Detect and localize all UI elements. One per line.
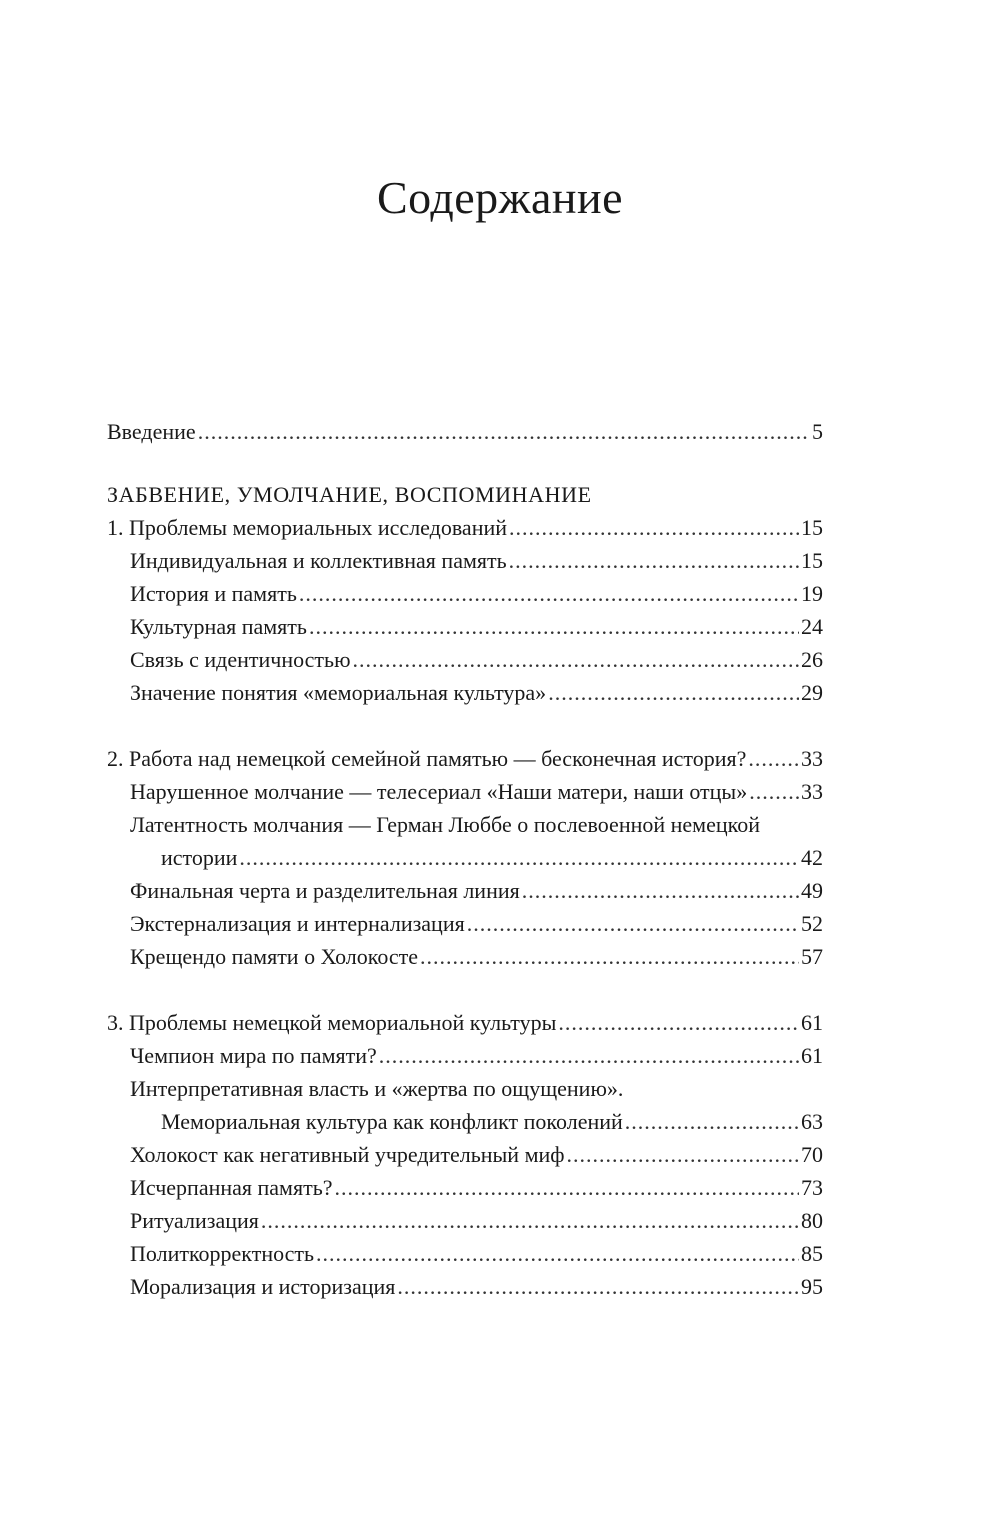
toc-subentry[interactable] (107, 577, 823, 610)
toc-entry-title: Индивидуальная и коллективная память (130, 548, 507, 573)
toc-entry-title: Введение (107, 419, 196, 444)
dot-leader (309, 610, 799, 643)
toc-chapter-3[interactable] (107, 1006, 823, 1039)
toc-entry-title: 3. Проблемы немецкой мемориальной культуры (107, 1010, 557, 1035)
toc-subentry-continuation[interactable] (107, 841, 823, 874)
page-title: Содержание (376, 172, 624, 223)
dot-leader (558, 1006, 799, 1039)
toc-subentry[interactable] (107, 1204, 823, 1237)
toc-subentry[interactable] (107, 1237, 823, 1270)
dot-leader (509, 511, 799, 544)
toc-subentry[interactable] (107, 1138, 823, 1171)
toc-entry-title: Культурная память (130, 614, 307, 639)
part-heading: ЗАБВЕНИЕ, УМОЛЧАНИЕ, ВОСПОМИНАНИЕ (107, 482, 592, 507)
toc-entry-title: Холокост как негативный учредительный миф (130, 1142, 565, 1167)
toc-page-number: 29 (801, 680, 823, 705)
dot-leader (316, 1237, 799, 1270)
spacer (107, 973, 823, 1006)
toc-page-number: 70 (801, 1142, 823, 1167)
toc-subentry[interactable] (107, 1171, 823, 1204)
dot-leader (335, 1171, 799, 1204)
dot-leader (299, 577, 799, 610)
toc-subentry-continuation[interactable] (107, 1105, 823, 1138)
dot-leader (509, 544, 799, 577)
toc-entry-title: 1. Проблемы мемориальных исследований (107, 515, 508, 540)
toc-page-number: 63 (801, 1109, 823, 1134)
dot-leader (748, 742, 799, 775)
toc-page-number: 42 (801, 845, 823, 870)
toc-entry-title: Мемориальная культура как конфликт поколений (161, 1109, 623, 1134)
dot-leader (353, 643, 799, 676)
toc-subentry[interactable] (107, 1270, 823, 1303)
toc-entry-title: Морализация и историзация (130, 1274, 396, 1299)
toc-entry-title: 2. Работа над немецкой семейной памятью — бесконечная история? (107, 746, 747, 771)
toc-page-number: 33 (801, 779, 823, 804)
toc-subentry[interactable] (107, 907, 823, 940)
toc-page-number: 15 (801, 515, 823, 540)
dot-leader (749, 775, 799, 808)
toc-entry-title: История и память (130, 581, 297, 606)
toc-page-number: 24 (801, 614, 823, 639)
toc-entry-title: Финальная черта и разделительная линия (130, 878, 520, 903)
toc-subentry-line[interactable]: Интерпретативная власть и «жертва по ощущению». (130, 1076, 624, 1101)
toc-entry-title: Исчерпанная память? (130, 1175, 333, 1200)
toc-entry-title: Экстернализация и интернализация (130, 911, 465, 936)
toc-subentry[interactable] (107, 643, 823, 676)
toc-entry-title: Крещендо памяти о Холокосте (130, 944, 419, 969)
toc-subentry[interactable] (107, 544, 823, 577)
spacer (107, 709, 823, 742)
dot-leader (567, 1138, 799, 1171)
toc-page-number: 61 (801, 1043, 823, 1068)
dot-leader (548, 676, 799, 709)
toc-subentry[interactable] (107, 676, 823, 709)
dot-leader (198, 415, 810, 448)
toc-entry-title: Чемпион мира по памяти? (130, 1043, 377, 1068)
dot-leader (397, 1270, 799, 1303)
toc-page-number: 85 (801, 1241, 823, 1266)
toc-entry-title: Нарушенное молчание — телесериал «Наши матери, наши отцы» (130, 779, 748, 804)
dot-leader (625, 1105, 799, 1138)
toc-page-number: 5 (812, 419, 823, 444)
dot-leader (467, 907, 799, 940)
toc-entry-title: Связь с идентичностью (130, 647, 351, 672)
toc-entry-introduction[interactable] (107, 415, 823, 448)
toc-subentry[interactable] (107, 874, 823, 907)
toc-page-number: 52 (801, 911, 823, 936)
dot-leader (261, 1204, 799, 1237)
toc-chapter-1[interactable] (107, 511, 823, 544)
toc-page-number: 19 (801, 581, 823, 606)
toc-subentry[interactable] (107, 1039, 823, 1072)
toc-page-number: 33 (801, 746, 823, 771)
dot-leader (522, 874, 799, 907)
toc-entry-title: Ритуализация (130, 1208, 259, 1233)
toc-entry-title: Значение понятия «мемориальная культура» (130, 680, 547, 705)
toc-page-number: 26 (801, 647, 823, 672)
dot-leader (239, 841, 799, 874)
toc-subentry[interactable] (107, 775, 823, 808)
toc-page-number: 57 (801, 944, 823, 969)
toc-entry-title: Политкорректность (130, 1241, 315, 1266)
toc-page-number: 61 (801, 1010, 823, 1035)
toc-subentry[interactable] (107, 940, 823, 973)
dot-leader (420, 940, 799, 973)
dot-leader (379, 1039, 799, 1072)
toc-subentry[interactable] (107, 610, 823, 643)
toc-page-number: 80 (801, 1208, 823, 1233)
toc-chapter-2[interactable] (107, 742, 823, 775)
toc-page-number: 95 (801, 1274, 823, 1299)
toc-page-number: 15 (801, 548, 823, 573)
toc-page-number: 49 (801, 878, 823, 903)
toc-page-number: 73 (801, 1175, 823, 1200)
table-of-contents (107, 415, 823, 1303)
toc-subentry-line[interactable]: Латентность молчания — Герман Люббе о послевоенной немецкой (130, 812, 760, 837)
toc-entry-title: истории (161, 845, 238, 870)
